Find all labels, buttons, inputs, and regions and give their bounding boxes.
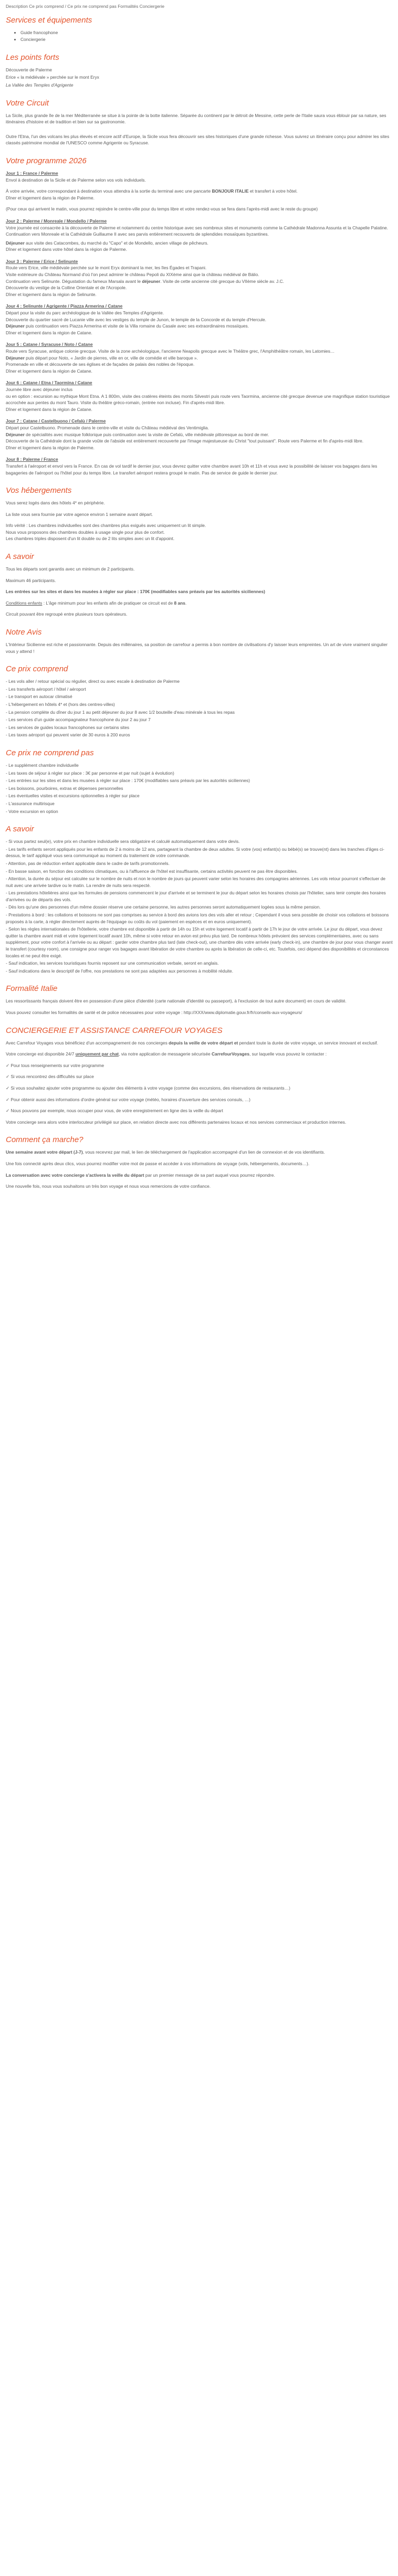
check-item: ✓ Nous pouvons par exemple, nous occuper pour vous, de votre enregistrement en ligne des la veille du départ [6,1108,223,1114]
know-text: Maximum 46 participants. [6,577,56,583]
day-7 [6,418,393,451]
day-text: Dîner et logement dans la région de Catane. [6,330,92,335]
formalites-title: Formalité Italie [6,984,58,994]
hotels-text: Nous vous proposons des chambres doubles à usage single pour plus de confort. [6,529,165,535]
list-item: - Le transport en autocar climatisé [6,694,72,700]
list-item: - Si vous partez seul(e), votre prix en chambre individuelle sera obligatoire et calculé automatiquement dans votre devis. [6,839,240,844]
formalites-link[interactable]: Vous pouvez consulter les formalités de santé et de police nécessaires pour votre voyage : http://XXX/www.diplomatie.gouv.fr/fr/conseils-aux-voyageurs/ [6,1010,302,1015]
list-item: Découverte de Palerme [6,67,52,72]
list-item: - Dès lors qu'une des personnes d'un même dossier réserve une certaine personne, les autres personnes seront automatiquement logées sous la même pension. [6,904,321,910]
list-item: - Les services de guides locaux francophones sur certains sites [6,724,130,730]
excludes-title: Ce prix ne comprend pas [6,748,94,757]
day-text: Départ pour la visite du parc archéologique de la Vallée des Temples d'Agrigente. [6,310,164,316]
day-title: Jour 6 : Catane / Etna / Taormina / Catane [6,380,92,386]
day-text: Continuation vers Selinunte. Dégustation du fameux Marsala avant le déjeuner. Visite de cette ancienne cité grecque du VIIème siècle av. J.C. [6,278,284,284]
day-title: Jour 5 : Catane / Syracuse / Noto / Catane [6,342,93,347]
check-item: ✓ Pour tous renseignements sur votre programme [6,1062,104,1068]
check-item: ✓ Pour obtenir aussi des informations d'ordre général sur votre voyage (météo, horaires d'ouverture des services consuls, …) [6,1096,250,1102]
day-title: Jour 4 : Selinunte / Agrigente / Piazza Armerina / Catane [6,303,123,309]
day-title: Jour 7 : Catane / Castelbuono / Cefalù / Palerme [6,418,106,424]
day-text: Dîner et logement dans votre hôtel dans la région de Palerme. [6,247,127,252]
check-item: ✓ Si vous souhaitez ajouter votre programme ou ajouter des éléments à votre voyage (comme des excursions, des réservations de restaurants…) [6,1085,290,1091]
howto-text: Une semaine avant votre départ (J-7), vous recevrez par mail, le lien de téléchargement de l'application accompagné d'un lien de connexion et de vos identifiants. [6,1149,325,1155]
services-list [20,29,393,43]
conciergerie-text: Votre concierge sera alors votre interlocuteur privilégié sur place, en relation directe avec nos différents partenaires locaux et nos services commerciaux et production internes. [6,1119,347,1125]
hotels-text: Info vérité : Les chambres individuelles sont des chambres plus exiguës avec uniquement un lit simple. [6,523,206,529]
day-text: Promenade en ville et découverte de ses églises et de façades de palais des nobles de l'époque. [6,362,195,367]
day-text: Départ pour Castelbuono. Promenade dans le centre-ville et visite du Château médiéval des Ventimiglia. [6,425,209,430]
list-item: - Les éventuelles visites et excursions optionnelles à régler sur place [6,793,140,799]
day-3 [6,258,393,298]
list-item: - Selon les règles internationales de l'hôtellerie, votre chambre est disponible à partir de 14h ou 15h et votre logement locatif à partir de 17h le jour de votre arrivée. Le jour du départ, vous devez quitter la chambre avant midi et votre logement locatif avant 10h, même si votre retour en avion est prévu plus tard. De nombreux hôtels prévoient des services complémentaires, avec ou sans supplément, pour votre confort à l'arrivée ou au départ : garder votre chambre plus tard (late check-out), une chambre dès votre arrivée (early check-in), une chambre de jour pour vous changer avant le transfert (courtesy room), une consigne pour ranger vos bagages avant libération de votre chambre ou après la libération de celle-ci, etc. Toutefois, ceci dépend des disponibilités et circonstances locales et ne peut être exigé. [6,926,393,958]
day-text: Dîner et logement dans la région de Catane. [6,406,92,412]
includes-title: Ce prix comprend [6,664,68,674]
day-text: Déjeuner puis départ pour Noto, « Jardin de pierres, ville en or, ville de comédie et ville baroque ». [6,355,198,361]
howto-text: Une fois connecté après deux clics, vous pourrez modifier votre mot de passe et accéder à vos informations de voyage (vols, hébergements, documents…). [6,1160,310,1166]
day-text: À votre arrivée, votre correspondant à destination vous attendra à la sortie du terminal avec une pancarte BONJOUR ITALIE et transfert à votre hôtel. [6,188,298,194]
day-title: Jour 1 : France / Palerme [6,170,58,176]
circuit-title: Votre Circuit [6,98,49,108]
list-item: - Les services d'un guide accompagnateur francophone du jour 2 au jour 7 [6,717,151,723]
highlights-title: Les points forts [6,52,59,62]
conciergerie-title: CONCIERGERIE ET ASSISTANCE CARREFOUR VOYAGES [6,1026,223,1035]
day-text: Transfert à l'aéroport et envol vers la France. En cas de vol tardif le dernier jour, vous devrez quitter votre chambre avant 10h et 11h et vous avez la possibilité de laisser vos bagages dans les bagageries de l'aéroport ou l'hôtel pour du temps libre. Le transfert aéroport restera groupé le matin. Pas de service de guide le dernier jour. [6,463,378,476]
day-title: Jour 3 : Palerme / Erice / Selinunte [6,258,78,264]
list-item: - Prestations à bord : les collations et boissons ne sont pas comprises au service à bord des avions lors des vols aller et retour ; Cependant il vous sera possible de choisir vos collations et boissons proposés à la carte, à régler directement auprès de l'équipage ou coûts du vol (paiement en espèces et en euros uniquement). [6,912,389,924]
conciergerie-text: Avec Carrefour Voyages vous bénéficiez d'un accompagnement de nos concierges depuis la veille de votre départ et pendant toute la durée de votre voyage, un service innovant et exclusif. [6,1040,379,1046]
list-item: • Conciergerie [20,36,393,43]
list-item: - Les vols aller / retour spécial ou régulier, direct ou avec escale à destination de Palerme [6,679,180,684]
check-item: ✓ Si vous rencontrez des difficultés sur place [6,1074,94,1080]
circuit-paragraph: Outre l'Etna, l'un des volcans les plus élevés et encore actif d'Europe, la Sicile vous fera découvrir ses sites historiques d'une grande richesse. Vous suivrez un itinéraire conçu pour admirer les sites classés patrimoine mondial de l'UNESCO comme Agrigente ou Syracuse. [6,133,390,146]
list-item: - La pension complète du dîner du jour 1 au petit déjeuner du jour 8 avec 1/2 bouteille d'eau minérale à tous les repas [6,709,235,715]
day-2 [6,218,393,253]
day-text: Découverte du vestige de la Colline Orientale et de l'Acropole. [6,285,127,291]
hotels-text: La liste vous sera fournie par votre agence environ 1 semaine avant départ. [6,511,153,517]
know-text: Les entrées sur les sites et dans les musées à régler sur place : 170€ (modifiables sans préavis par les autorités siciliennes) [6,589,265,595]
list-item: La Vallée des Temples d'Agrigente [6,82,74,88]
day-text: Votre journée est consacrée à la découverte de Palerme et notamment du centre historique avec ses nombreux sites et monuments comme la Cathédrale Madonna Assunta et la Chapelle Palatine. Continuation vers Monreale et la Cathédrale Guillaume II avec ses parvis entièrement recouverts de splendides mosaïques byzantines. [6,225,389,237]
day-text: (Pour ceux qui arrivent le matin, vous pourrez rejoindre le centre-ville pour du temps libre et votre rendez-vous se fera dans l'après-midi avec le reste du groupe) [6,206,318,212]
list-item: - En basse saison, en fonction des conditions climatiques, ou à l'affluence de l'hôtel est insuffisante, certains activités peuvent ne pas être disponibles. [6,868,298,874]
hotels-text: Les chambres triples disposent d'un lit double ou de 2 lits simples avec un lit d'appoint. [6,536,175,542]
howto-title: Comment ça marche? [6,1135,83,1145]
howto-text: Une nouvelle fois, nous vous souhaitons un très bon voyage et nous vous remercions de votre confiance. [6,1184,211,1189]
day-4 [6,303,393,336]
page [6,3,393,1190]
know-text: Conditions enfants : L'âge minimum pour les enfants afin de pratiquer ce circuit est de 8 ans. [6,600,187,606]
list-item: - Les taxes de séjour à régler sur place : 3€ par personne et par nuit (sujet à évolution) [6,770,174,776]
formalites-text: Les ressortissants français doivent être en possession d'une pièce d'identité (carte nationale d'identité ou passeport), à l'exclusion de tout autre document) en cours de validité. [6,998,347,1004]
circuit-paragraph: La Sicile, plus grande île de la mer Méditerranée se situe à la pointe de la botte italienne. Séparée du continent par le détroit de Messine, cette perle de l'Italie saura vous éblouir par sa nature, ses itinéraires d'histoire et de tradition et bien sur sa gastronomie. [6,112,386,125]
list-item: - Les entrées sur les sites et dans les musées à régler sur place : 170€ (modifiables sans préavis par les autorités siciliennes) [6,778,250,784]
conciergerie-text: Votre concierge est disponible 24/7 uniquement par chat, via notre application de messagerie sécurisée CarrefourVoyages, sur laquelle vous pouvez le contacter : [6,1051,327,1057]
know-list [6,838,393,974]
services-title: Services et équipements [6,15,92,25]
day-6 [6,379,393,413]
list-item: - Votre excursion en option [6,808,58,814]
list-item: - Les boissons, pourboires, extras et dépenses personnelles [6,785,123,791]
list-item: - Les taxes aéroport qui peuvent varier de 30 euros à 200 euros [6,732,130,738]
list-item: - Le supplément chambre individuelle [6,762,79,768]
excludes-list [6,762,393,815]
list-item: - Les tarifs enfants seront appliqués pour les enfants de 2 à moins de 12 ans, partageant la chambre de deux adultes. Si votre (vos) enfant(s) ou bébé(s) se trouve(nt) dans les tranches d'âges ci-dessus, le tarif appliqué vous sera communiqué au moment du traitement de votre commande. [6,846,384,859]
avis-title: Notre Avis [6,628,42,637]
description-tabs: Description Ce prix comprend / Ce prix ne comprend pas Formalités Conciergerie [6,4,165,9]
day-text: Découverte de la Cathédrale dont la grande voûte de l'abside est entièrement recouverte par l'image majestueuse du Christ "tout puissant". Route vers Palerme et fin d'après-midi libre. [6,438,364,444]
programme-title: Votre programme 2026 [6,156,87,165]
day-title: Jour 8 : Palerme / France [6,457,58,462]
day-text: Dîner et logement dans la région de Palerme. [6,445,95,450]
day-text: Déjeuner puis continuation vers Piazza Armerina et visite de la Villa romaine du Casale avec ses extraordinaires mosaïques. [6,323,249,329]
day-text: Route vers Erice, ville médiévale perchée sur le mont Eryx dominant la mer, les îles Égades et Trapani. [6,265,207,271]
day-8 [6,456,393,476]
day-text: Déjeuner aux visite des Catacombes, du marché du "Capo" et de Mondello, ancien village de pêcheurs. [6,240,208,246]
know-title: A savoir [6,552,34,562]
list-item: Erice « la médiévale » perchée sur le mont Eryx [6,75,99,80]
day-text: Dîner et logement dans la région de Catane. [6,368,92,374]
hotels-title: Vos hébergements [6,486,72,495]
list-item: - L'hébergement en hôtels 4* et (hors des centres-villes) [6,702,115,707]
list-item: - Attention, la durée du séjour est calculée sur le nombre de nuits et non le nombre de jours qui peuvent varier selon les horaires des compagnies aériennes. Les vols retour pourront s'effectuer de nuit avec une arrivée tardive ou le matin. La rendre de nuits sera respecté. [6,876,386,888]
list-item: - Sauf indication, les services touristiques fournis reposent sur une communication verbale, seront en anglais. [6,960,219,966]
day-text: Journée libre avec déjeuner inclus [6,386,73,392]
list-item: - Attention, pas de réduction enfant applicable dans le cadre de tarifs promotionnels. [6,860,170,866]
day-title: Jour 2 : Palerme / Monreale / Mondello / Palerme [6,218,107,224]
day-text: ou en option : excursion au mythique Mont Etna. A 1 800m, visite des cratères éteints des monts Silvestri puis route vers Taormina, ancienne cité grecque devenue une magnifique station touristique accrochée aux pentes du mont Tauro. Visite du théâtre gréco-romain, (entrée non incluse). Fin d'après-midi libre. [6,393,390,406]
list-item: • Guide francophone [20,29,393,36]
day-text: Envol à destination de la Sicile et de Palerme selon vos vols individuels. [6,177,146,183]
list-item: - Les prestations hôtelières ainsi que les formules de pensions commencent le jour d'arrivée et se terminent le jour du départ selon les horaires choisis par l'hôtelier, sans tenir compte des horaires d'arrivées ou de départs des vols. [6,890,386,902]
know-title: A savoir [6,825,34,834]
hotels-text: Vous serez logés dans des hôtels 4* en périphérie. [6,500,105,506]
list-item: - L'assurance multirisque [6,800,55,806]
highlights-list [6,67,393,89]
includes-list [6,678,393,738]
hotels-info [6,522,393,542]
day-1 [6,170,393,213]
day-text: Visite extérieure du Château Normand d'où l'on peut admirer le château Pepoli du XIXème ainsi que la château médiéval de Bàlio. [6,272,259,278]
day-text: Route vers Syracuse, antique colonie grecque. Visite de la zone archéologique, l'ancienne Neapolis grecque avec le Théâtre grec, l'Amphithéâtre romain, les Latomies… [6,349,335,354]
know-text: Tous les départs sont garantis avec un minimum de 2 participants. [6,566,135,572]
avis-text: L'Intérieur Sicilienne est riche et passionnante. Depuis des millénaires, sa position de carrefour a permis à bon nombre de civilisations d'y laisser leurs empreintes. Un art de vivre vraiment singulier vous y attend ! [6,642,388,654]
list-item: - Les transferts aéroport / hôtel / aéroport [6,686,86,692]
day-text: Découverte du quartier sacré de Lucanie ville avec les vestiges du temple de Junon, le temple de la Concorde et du temple d'Hercule. [6,316,267,322]
know-text: Circuit pouvant être regroupé entre plusieurs tours opérateurs. [6,611,128,617]
day-text: Dîner et logement dans la région de Palerme. [6,195,95,200]
day-text: Déjeuner de spécialités avec musique folklorique puis continuation avec la visite de Cefalù, ville médiévale pittoresque au bord de mer. [6,431,269,437]
list-item: - Sauf indications dans le descriptif de l'offre, nos prestations ne sont pas adaptées aux personnes à mobilité réduite. [6,968,234,974]
howto-text: La conversation avec votre concierge s'activera la veille du départ par un premier message de sa part auquel vous pourrez répondre. [6,1172,275,1178]
day-5 [6,341,393,374]
day-text: Dîner et logement dans la région de Selinunte. [6,291,97,297]
